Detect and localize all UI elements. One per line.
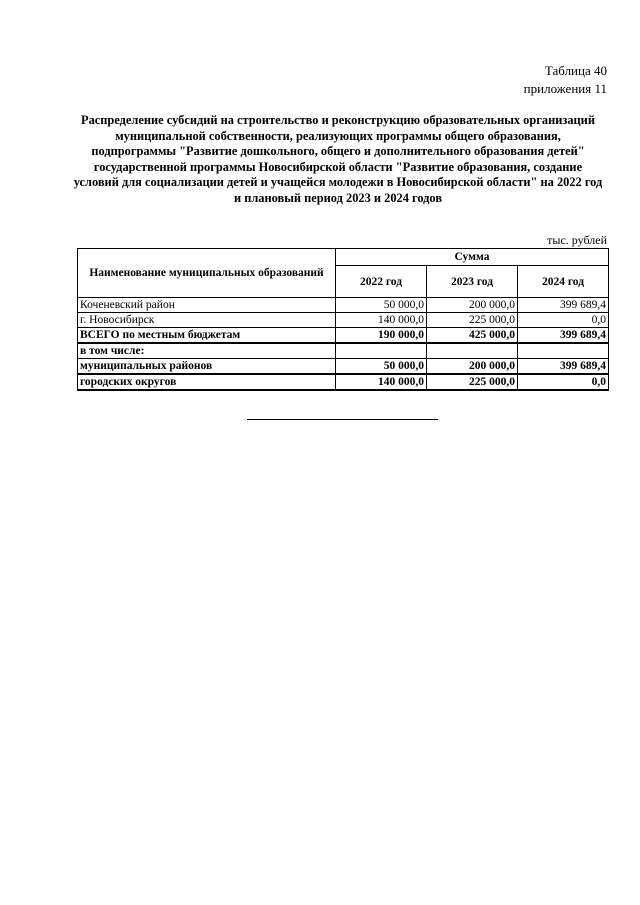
table-row-total [78, 328, 609, 344]
table-row [78, 298, 609, 313]
table-row [78, 343, 609, 359]
row-name: ВСЕГО по местным бюджетам [78, 328, 336, 344]
cell-2023: 225 000,0 [427, 374, 518, 390]
row-name: муниципальных районов [78, 359, 336, 375]
row-name: в том числе: [78, 343, 336, 359]
cell-2023: 425 000,0 [427, 328, 518, 344]
title-line: муниципальной собственности, реализующих программы общего образования, [115, 128, 561, 143]
cell-2023: 200 000,0 [427, 298, 518, 313]
cell-2023: 225 000,0 [427, 313, 518, 328]
title-line: государственной программы Новосибирской области "Развитие образования, создание [93, 159, 583, 174]
document-title [70, 113, 606, 207]
header-year: 2023 год [427, 266, 518, 298]
cell-2024: 0,0 [518, 313, 609, 328]
cell-2024: 0,0 [518, 374, 609, 390]
header-name: Наименование муниципальных образований [78, 249, 336, 298]
cell-2022: 50 000,0 [336, 298, 427, 313]
cell-2022: 140 000,0 [336, 374, 427, 390]
header-year: 2024 год [518, 266, 609, 298]
table-row [78, 374, 609, 390]
units-label: тыс. рублей [547, 233, 607, 247]
separator-line [247, 419, 438, 420]
table-reference [524, 62, 607, 98]
row-name: Коченевский район [78, 298, 336, 313]
title-line: Распределение субсидий на строительство и реконструкцию образовательных организаций [81, 113, 595, 127]
subsidy-table [77, 248, 609, 391]
cell-2022: 140 000,0 [336, 313, 427, 328]
header-year: 2022 год [336, 266, 427, 298]
cell-2022: 50 000,0 [336, 359, 427, 375]
cell-2024 [518, 343, 609, 359]
table-row [78, 313, 609, 328]
appendix-number: приложения 11 [523, 81, 607, 96]
table-row [78, 359, 609, 375]
row-name: городских округов [78, 374, 336, 390]
title-line: и плановый период 2023 и 2024 годов [233, 190, 443, 205]
cell-2023 [427, 343, 518, 359]
cell-2024: 399 689,4 [518, 298, 609, 313]
title-line: условий для социализации детей и учащейся молодежи в Новосибирской области" на 2022 год [73, 175, 603, 190]
header-sum: Сумма [336, 249, 609, 266]
cell-2024: 399 689,4 [518, 359, 609, 375]
row-name: г. Новосибирск [78, 313, 336, 328]
title-line: подпрограммы "Развитие дошкольного, общего и дополнительного образования детей" [91, 144, 585, 159]
cell-2022 [336, 343, 427, 359]
cell-2023: 200 000,0 [427, 359, 518, 375]
cell-2022: 190 000,0 [336, 328, 427, 344]
table-number: Таблица 40 [544, 63, 607, 78]
cell-2024: 399 689,4 [518, 328, 609, 344]
